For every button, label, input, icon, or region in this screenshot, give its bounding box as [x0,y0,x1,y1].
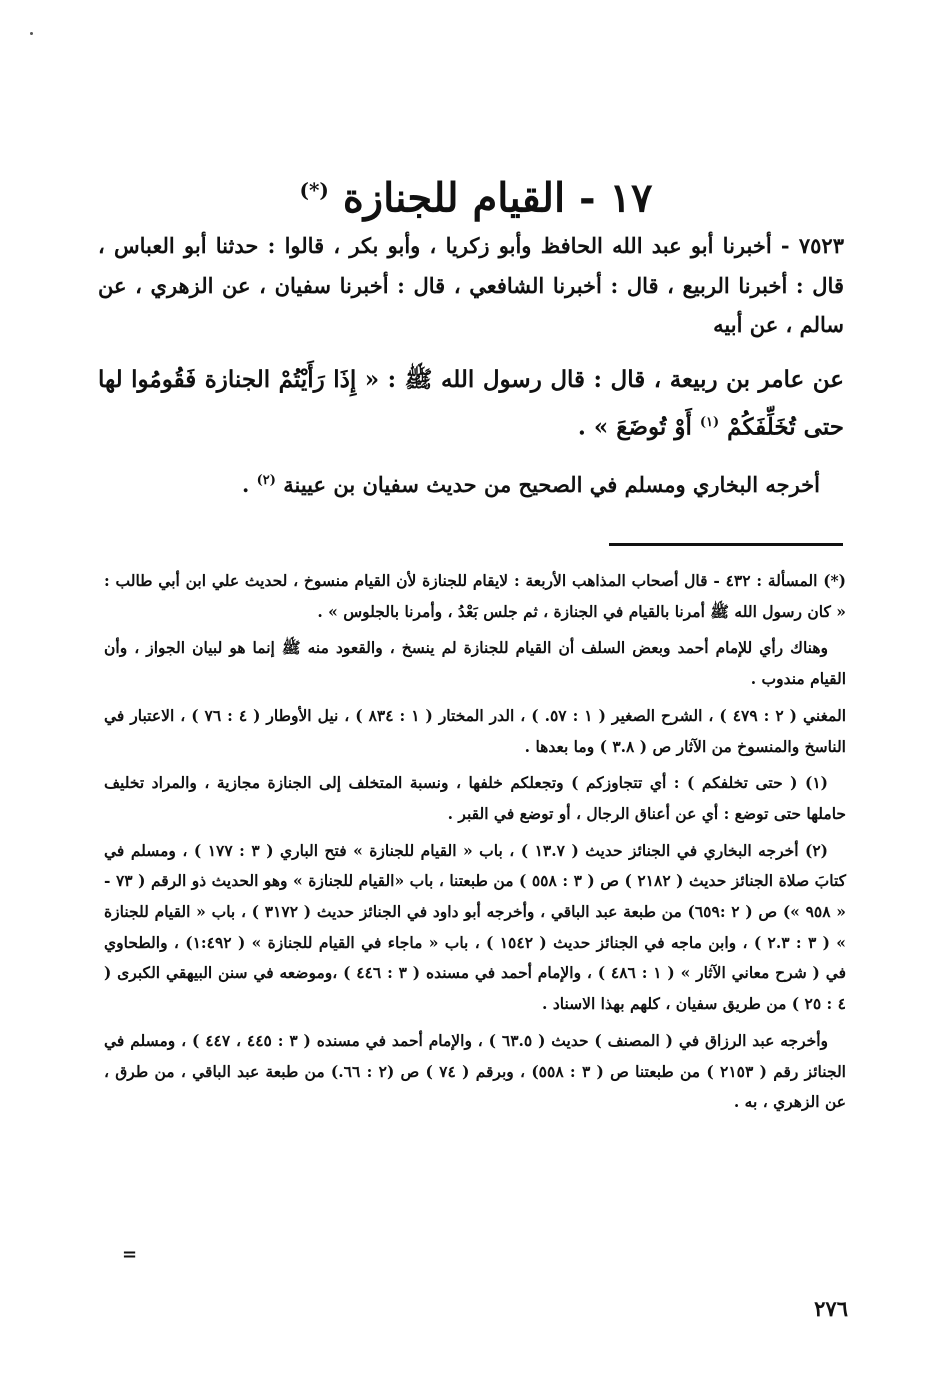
takhrij-paragraph [98,461,844,505]
footnotes [104,566,846,1124]
footnote-2-continued: وأخرجه عبد الرزاق في ( المصنف ) حديث ( ٦٣.٥ ) ، والإمام أحمد في مسنده ( ٣ : ٤٤٥ ، ٤٤٧ ) ، ومسلم في الجنائز رقم ( ٢١٥٣ ) من طبعتنا ص ( ٣ : ٥٥٨) ، وبرقم ( ٧٤ ) ص (٢ : ٦٦.) من طبعة عبد الباقي ، من طرق ، عن الزهري ، به . [104,1030,846,1112]
footnote-ref-2: (٢) [256,473,276,489]
footnote-star: (*) المسألة : ٤٣٢ - قال أصحاب المذاهب الأربعة : لايقام للجنازة لأن القيام منسوخ ، لحديث علي ابن أبي طالب : « كان رسول الله ﷺ أمرنا بالقيام في الجنازة ، ثم جلس بَعْدُ ، وأمرنا بالجلوس » . [104,571,846,621]
footnote-2: (٢) أخرجه البخاري في الجنائز حديث ( ١٣.٧ ) ، باب « القيام للجنازة » فتح الباري ( ٣ : ١٧٧ ) ، ومسلم في كتابَ صلاة الجنائز حديث ( ٢١٨٢ ) ص ( ٣ : ٥٥٨ ) من طبعتنا ، باب «القيام للجنازة » وهو الحديث ذو الرقم ( ٧٣ - « ٩٥٨ ») ص ( ٢ :٦٥٩) من طبعة عبد الباقي ، وأخرجه أبو داود في الجنائز حديث ( ٣١٧٢ ) ، باب « القيام للجنازة » ( ٣ : ٢.٣ ) ، وابن ماجه في الجنائز حديث ( ١٥٤٢ ) ، باب « ماجاء في القيام للجنازة » ( ١:٤٩٢) ، والطحاوي في ( شرح معاني الآثار » ( ١ : ٤٨٦ ) ، والإمام أحمد في مسنده ( ٣ : ٤٤٦ ) ،وموضعه في سنن البيهقي الكبرى ( ٤ : ٢٥ ) من طريق سفيان ، كلهم بهذا الاسناد . [104,840,847,1014]
hadith-text: عن عامر بن ربيعة ، قال : قال رسول الله ﷺ : « إِذَا رَأَيْتُمْ الجنازة فَقُومُوا لها حتى تُخَلِّفَكُمْ [98,365,844,441]
chapter-title-marker: (*) [299,178,329,202]
isnad-paragraph: ٧٥٢٣ - أخبرنا أبو عبد الله الحافظ وأبو زكريا ، وأبو بكر ، قالوا : حدثنا أبو العباس ، قال : أخبرنا الربيع ، قال : أخبرنا الشافعي ، قال : أخبرنا سفيان ، عن الزهري ، عن سالم ، عن أبيه [98,233,844,337]
page-number: ٢٧٦ [814,1296,848,1321]
main-text [98,226,844,518]
footnote-star-continued: وهناك رأي للإمام أحمد وبعض السلف أن القيام للجنازة لم ينسخ ، والقعود منه ﷺ إنما هو لبيان الجواز ، وأن القيام مندوب . [104,638,846,689]
takhrij-text-end: . [242,472,257,498]
continuation-mark: = [122,1244,138,1265]
hadith-text-end: أَوْ تُوضَعَ » . [577,413,700,441]
chapter-title-text: ١٧ - القيام للجنازة [342,174,653,222]
chapter-title [100,162,852,226]
footnote-1: (١) ( حتى تخلفكم ) : أي تتجاوزكم ) وتجعلكم خلفها ، ونسبة المتخلف إلى الجنازة مجازية ، والمراد تخليف حاملها حتى توضع : أي عن أعناق الرجال ، أو توضع في القبر . [104,773,846,823]
scan-speck [30,32,33,35]
footnote-separator [609,543,843,546]
footnote-ref-1: (١) [699,414,720,430]
footnote-star-references: المغني ( ٢ : ٤٧٩ ) ، الشرح الصغير ( ١ : ٥٧. ) ، الدر المختار ( ١ : ٨٣٤ ) ، نيل الأوطار ( ٤ : ٧٦ ) ، الاعتبار في الناسخ والمنسوخ من الآثار ص ( ٣.٨ ) وما بعدها . [104,705,847,756]
takhrij-text: أخرجه البخاري ومسلم في الصحيح من حديث سفيان بن عيينة [275,472,820,498]
hadith-paragraph [98,358,844,449]
